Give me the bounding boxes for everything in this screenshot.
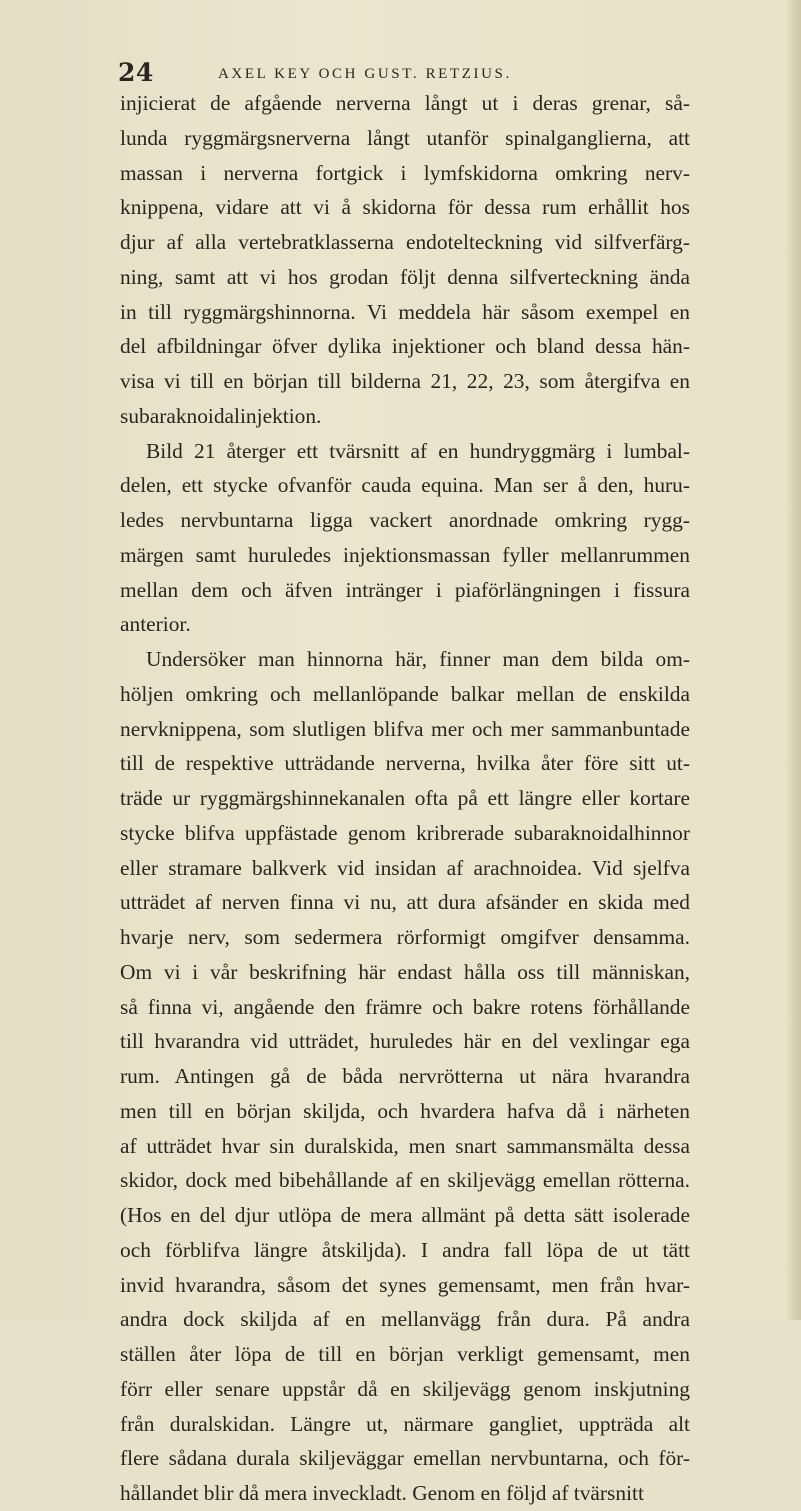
text-line: stycke blifva uppfästade genom kribrerade subaraknoidalhinnor [120,820,690,845]
text-line: massan i nerverna fortgick i lymfskidorna omkring nerv- [120,160,690,185]
text-line: till hvarandra vid utträdet, huruledes här en del vexlingar ega [120,1029,690,1054]
text-line: förr eller senare uppstår då en skiljevägg genom inskjutning [120,1376,690,1401]
text-line: ställen åter löpa de till en början verkligt gemensamt, men [120,1342,690,1366]
paragraph [120,642,690,1511]
text-line: visa vi till en början till bilderna 21, 22, 23, som återgifva en [120,369,690,393]
text-line: Bild 21 återger ett tvärsnitt af en hundryggmärg i lumbal- [146,438,690,463]
text-line: märgen samt huruledes injektionsmassan fyller mellanrummen [120,542,690,567]
text-line: skidor, dock med bibehållande af en skiljevägg emellan rötterna. [120,1168,690,1193]
text-line: rum. Antingen gå de båda nervrötterna ut nära hvarandra [120,1064,690,1088]
text-line: från duralskidan. Längre ut, närmare gangliet, uppträda alt [120,1411,690,1436]
page-edge-shadow [785,0,801,1320]
text-line: knippena, vidare att vi å skidorna för dessa rum erhållit hos [120,195,690,220]
text-line: träde ur ryggmärgshinnekanalen ofta på ett längre eller kortare [120,786,690,810]
text-line: delen, ett stycke ofvanför cauda equina. Man ser å den, huru- [120,473,690,498]
text-line: Om vi i vår beskrifning här endast hålla oss till människan, [120,959,690,984]
text-line: hållandet blir då mera inveckladt. Genom en följd af tvärsnitt [120,1481,644,1505]
text-line: så finna vi, angående den främre och bakre rotens förhållande [120,994,690,1019]
text-line: ning, samt att vi hos grodan följt denna silfverteckning ända [120,264,690,289]
text-line: Undersöker man hinnorna här, finner man dem bilda om- [146,647,690,671]
text-line: andra dock skiljda af en mellanvägg från dura. På andra [120,1307,690,1332]
text-line: nervknippena, som slutligen blifva mer och mer sammanbuntade [120,716,690,741]
text-line: djur af alla vertebratklasserna endotelteckning vid silfverfärg- [120,230,690,254]
text-line: del afbildningar öfver dylika injektioner och bland dessa hän- [120,334,690,359]
page-number: 24 [118,58,154,87]
text-line: till de respektive utträdande nerverna, hvilka åter före sitt ut- [120,751,690,776]
body-text [120,86,690,1511]
text-line: ledes nervbuntarna ligga vackert anordnade omkring rygg- [120,508,690,532]
text-line: anterior. [120,612,191,637]
text-line: subaraknoidalinjektion. [120,403,322,428]
text-line: mellan dem och äfven intränger i piaförlängningen i fissura [120,577,690,602]
paragraph [120,86,690,434]
paragraph [120,434,690,643]
running-title: AXEL KEY OCH GUST. RETZIUS. [218,66,512,82]
text-line: af utträdet hvar sin duralskida, men snart sammansmälta dessa [120,1133,690,1158]
text-line: lunda ryggmärgsnerverna långt utanför spinalganglierna, att [120,125,690,150]
text-line: och förblifva längre åtskiljda). I andra fall löpa de ut tätt [120,1237,690,1262]
text-line: men till en början skiljda, och hvardera hafva då i närheten [120,1098,690,1123]
text-line: hvarje nerv, som sedermera rörformigt omgifver densamma. [120,925,690,949]
text-line: in till ryggmärgshinnorna. Vi meddela här såsom exempel en [120,299,690,324]
text-line: höljen omkring och mellanlöpande balkar mellan de enskilda [120,681,690,706]
text-line: eller stramare balkverk vid insidan af arachnoidea. Vid sjelfva [120,855,690,880]
text-line: invid hvarandra, såsom det synes gemensamt, men från hvar- [120,1272,690,1297]
text-line: utträdet af nerven finna vi nu, att dura afsänder en skida med [120,890,690,915]
text-line: injicierat de afgående nerverna långt ut i deras grenar, så- [120,91,690,115]
text-line: (Hos en del djur utlöpa de mera allmänt på detta sätt isolerade [120,1203,690,1227]
text-line: flere sådana durala skiljeväggar emellan nervbuntarna, och för- [120,1446,690,1471]
